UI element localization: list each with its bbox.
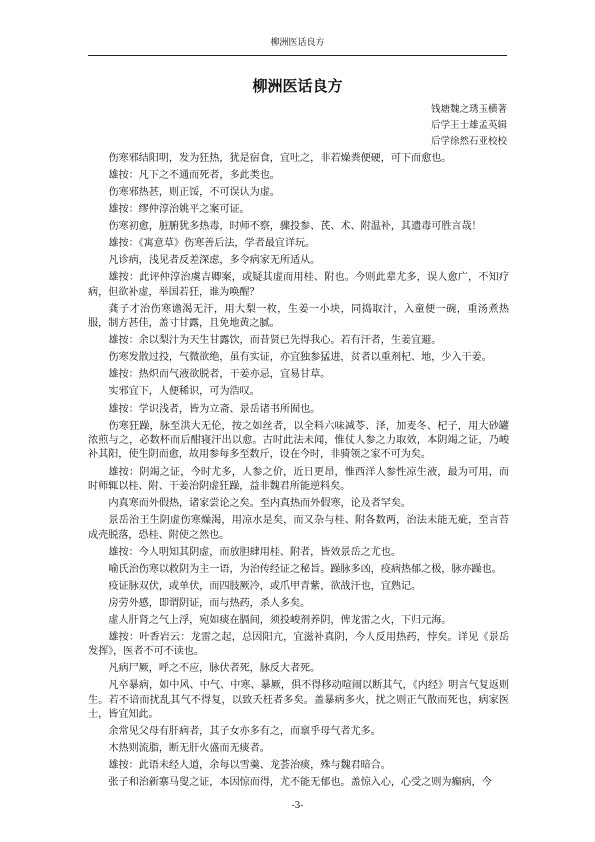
body-paragraph: 实邪宜下，人便稀识，可为浩叹。 (108, 386, 260, 398)
body-paragraph: 雄按：《寓意草》伤寒善后法，学者最宜详玩。 (108, 238, 316, 250)
body-text (88, 152, 509, 793)
body-paragraph: 伤寒邪热甚，则正馁，不可误认为虚。 (108, 187, 280, 199)
body-paragraph: 木热则流脂，断无肝火盛而无痰者。 (108, 743, 270, 755)
running-header: 柳洲医话良方 (270, 38, 325, 48)
body-paragraph: 凡病尸厥，呼之不应，脉伏者死，脉反大者死。 (108, 663, 321, 675)
byline-author: 钱塘魏之琇玉横著 (430, 104, 507, 115)
body-paragraph: 雄按：叶香岩云：龙雷之起，总因阳亢，宜滋补真阴，今人反用热药，悖矣。详见《景岳发挥》，医者不可不读也。 (88, 631, 509, 658)
author-bylines (431, 102, 507, 150)
body-paragraph: 余常见父母有肝病者，其子女亦多有之，而禀乎母气者尤多。 (108, 726, 381, 738)
body-paragraph: 雄按：凡下之不通而死者，多此类也。 (108, 170, 280, 182)
body-paragraph: 凡诊病，浅见者反差深虑，多令病家无所适从。 (108, 255, 321, 267)
body-paragraph: 伤寒狂躁，脉至洪大无伦，按之如丝者，以全料六味减苓、泽，加麦冬、杞子，用大砂罐浓煎与之，必数杯而后酣寝汗出以愈。古时此法未闻，惟仗人参之力取效，本阴竭之证，乃峻补其阳，使生阴而愈，故用参每多至数斤，设在今时，非骑领之家不可为矣。 (88, 420, 509, 461)
body-paragraph: 凡卒暴病，如中风、中气、中寒、暴厥，俱不得移动喧闹以断其气，《内经》明言气复返则生。若不谙而扰乱其气不得复，以致夭枉者多矣。盖暴病多火，扰之则正气散而死也，病家医士，皆宜知此。 (88, 680, 509, 721)
header-rule (88, 55, 507, 56)
body-paragraph: 雄按：缪仲淳治姚平之案可证。 (108, 204, 250, 216)
body-paragraph: 雄按：阴竭之证，今时尤多，人参之价，近日更昂，惟西洋人参性凉生液，最为可用，而时师辄以桂、附、干姜治阴虚狂躁，益非魏君所能逆料矣。 (88, 466, 509, 492)
body-paragraph: 张子和治新寨马叟之证，本因惊而得，尤不能无郁也。盖惊入心，心受之则为癫病，今 (108, 777, 492, 789)
body-paragraph: 伤寒初愈，脏腑犹多热毒，时师不察，骤投参、芪、术、附温补，其遗毒可胜言哉！ (108, 221, 482, 233)
body-paragraph: 疫证脉双伏，或单伏，而四肢厥冷，或爪甲青紫，欲战汗也，宜熟记。 (108, 580, 422, 592)
body-paragraph: 喻氏治伤寒以救阴为主一语，为治传经证之秘旨。躁脉多凶，疫病热郁之极，脉亦躁也。 (108, 563, 502, 575)
body-paragraph: 龚子才治伤寒谵渴无汗，用大梨一枚，生姜一小块，同捣取汁，入童便一碗，重汤煮热服，制方甚佳，盖寸甘露，且免地黄之腻。 (88, 303, 509, 330)
page-number: -3- (291, 801, 304, 811)
body-paragraph: 伤寒发散过投，气微欲绝，虽有实证，亦宜独参猛进，贫者以重剂杞、地，少入干姜。 (108, 352, 492, 364)
byline-proofreader: 后学徐然石亚校校 (430, 136, 507, 147)
page-title: 柳洲医话良方 (252, 77, 343, 95)
body-paragraph: 雄按：余以梨汁为天生甘露饮，而昔贤已先得我心。若有汗者，生姜宜避。 (108, 335, 442, 347)
body-paragraph: 雄按：此语未经人道，余每以雪羹、龙荟治痰，殊与魏君暗合。 (108, 760, 391, 772)
body-paragraph: 雄按：今人明知其阴虚，而放胆肆用桂、附者，皆效景岳之尤也。 (108, 546, 401, 558)
body-paragraph: 景岳治王生阴虚伤寒燥渴，用凉水是矣，而又杂与桂、附各数两，治法未能无疵，至言苔成壳脱落，恐桂、附使之然也。 (88, 515, 509, 541)
body-paragraph: 房劳外感，即谓阴证，而与热药，杀人多矣。 (108, 597, 311, 609)
body-paragraph: 内真寒而外假热，诸家尝论之矣。至内真热而外假寒，论及者罕矣。 (108, 498, 412, 510)
body-paragraph: 虚人肝肾之气上浮，宛如痰在膈间，须投峻剂养阴，俾龙雷之火，下归元海。 (108, 614, 452, 626)
body-paragraph: 雄按：此评仲淳治虞吉卿案，或疑其虚而用桂、附也。今则此辈尤多，误人愈广，不知疗病，但欲补虚，举国若狂，谁为唤醒？ (88, 272, 509, 298)
body-paragraph: 雄按：热炽而气液欲脱者，干姜亦忌，宜易甘草。 (108, 369, 331, 381)
body-paragraph: 雄按：学识浅者，皆为立斋、景岳诸书所囿也。 (108, 403, 321, 415)
byline-editor: 后学王士雄孟英辑 (430, 120, 507, 131)
body-paragraph: 伤寒邪结阳明，发为狂热，犹是宿食，宜吐之，非若燥粪便硬，可下而愈也。 (108, 153, 452, 164)
